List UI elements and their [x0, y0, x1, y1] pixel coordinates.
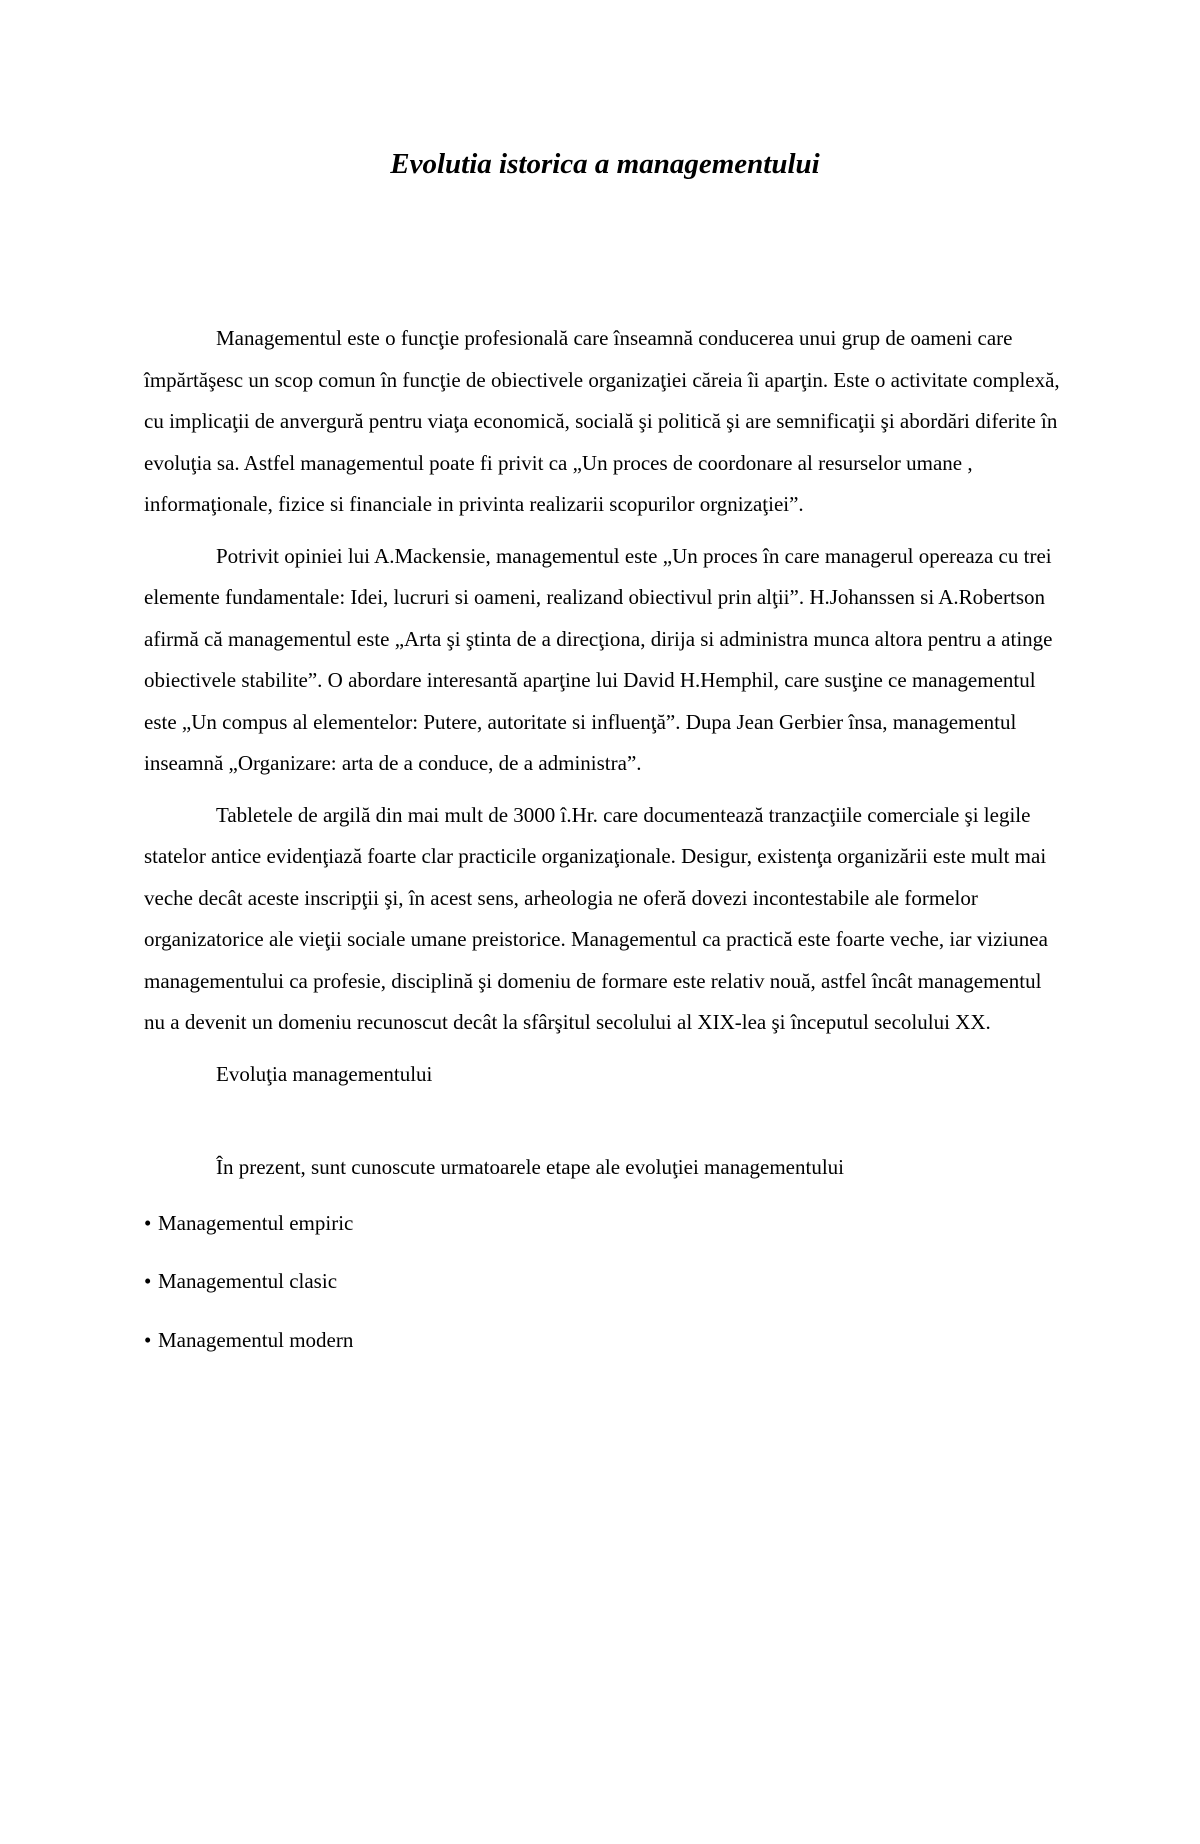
- bullet-icon: •: [144, 1210, 152, 1235]
- document-page: [0, 146, 1200, 1844]
- list-item: [144, 1203, 1066, 1245]
- bullet-icon: •: [144, 1327, 152, 1352]
- bullet-icon: •: [144, 1269, 152, 1293]
- section-subheading: Evoluţia managementului: [216, 1061, 433, 1086]
- stages-intro: În prezent, sunt cunoscute urmatoarele etape ale evoluţiei managementului: [216, 1155, 844, 1179]
- paragraph-opinions: Potrivit opiniei lui A.Mackensie, managementul este „Un proces în care managerul opereaza cu trei elemente fundamentale: Idei, lucruri si oameni, realizand obiectivul prin alţii”. H.Johanssen si A.Robertson afirmă că managementul este „Arta şi ştinta de a direcţiona, dirija si administra munca altora pentru a atinge obiectivele stabilite”. O abordare interesantă aparţine lui David H.Hemphil, care susţine ce managementul este „Un compus al elementelor: Putere, autoritate si influenţă”. Dupa Jean Gerbier însa, managementul inseamnă „Organizare: arta de a conduce, de a administra”.: [144, 543, 1053, 775]
- stages-list: [144, 1203, 1066, 1362]
- document-title: Evolutia istorica a managementului: [390, 148, 820, 180]
- paragraph-history: Tabletele de argilă din mai mult de 3000 î.Hr. care documentează tranzacţiile comerciale şi legile statelor antice evidenţiază foarte clar practicile organizaţionale. Desigur, existenţa organizării este mult mai veche decât aceste inscripţii şi, în acest sens, arheologia ne oferă dovezi incontestabile ale formelor organizatorice ale vieţii sociale umane preistorice. Managementul ca practică este foarte veche, iar viziunea managementului ca profesie, disciplină şi domeniu de formare este relativ nouă, astfel încât managementul nu a devenit un domeniu recunoscut decât la sfârşitul secolului al XIX-lea şi începutul secolului XX.: [144, 802, 1048, 1034]
- document-body: [144, 318, 1066, 1361]
- list-item-label: Managementul modern: [158, 1327, 354, 1352]
- list-item-label: Managementul empiric: [158, 1210, 354, 1235]
- paragraph-definition: Managementul este o funcţie profesională care înseamnă conducerea unui grup de oameni care împărtăşesc un scop comun în funcţie de obiectivele organizaţiei căreia îi aparţin. Este o activitate complexă, cu implicaţii de anvergură pentru viaţa economică, socială şi politică şi are semnificaţii şi abordări diferite în evoluţia sa. Astfel managementul poate fi privit ca „Un proces de coordonare al resurselor umane , informaţionale, fizice si financiale in privinta realizarii scopurilor orgnizaţiei”.: [144, 326, 1060, 516]
- list-item: [144, 1261, 1066, 1303]
- list-item: [144, 1320, 1066, 1362]
- list-item-label: Managementul clasic: [158, 1269, 338, 1293]
